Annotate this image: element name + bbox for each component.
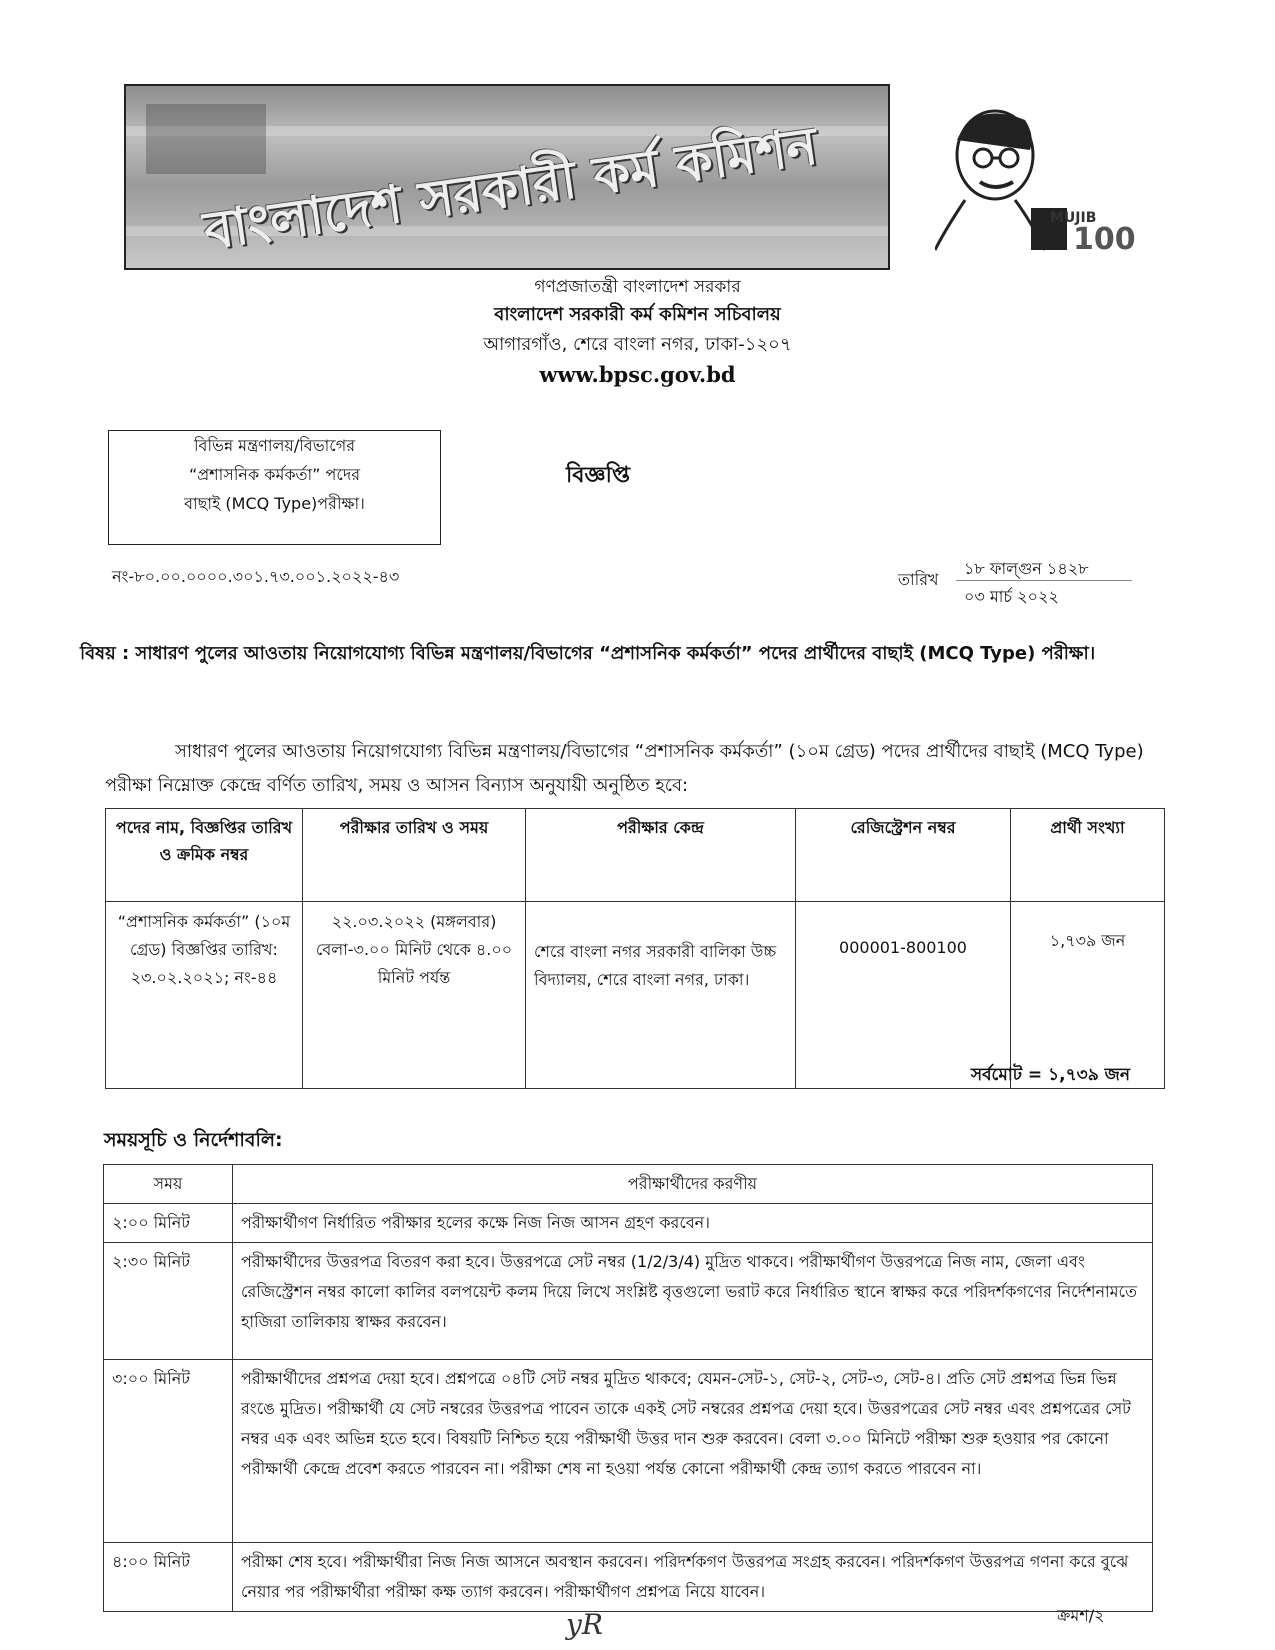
cell-datetime: ২২.০৩.২০২২ (মঙ্গলবার) বেলা-৩.০০ মিনিট থেকে ৪.০০ মিনিট পর্যন্ত: [303, 902, 526, 1089]
table-row: [104, 1204, 1153, 1243]
banner-building: [146, 104, 266, 174]
cell-duty: পরীক্ষার্থীদের প্রশ্নপত্র দেয়া হবে। প্রশ্নপত্রে ০৪টি সেট নম্বর মুদ্রিত থাকবে; যেমন-সেট-১, সেট-২, সেট-৩, সেট-৪। প্রতি সেট প্রশ্নপত্র ভিন্ন ভিন্ন রংঙে মুদ্রিত। পরীক্ষার্থী যে সেট নম্বরের উত্তরপত্র পাবেন তাকে একই সেট নম্বরের প্রশ্নপত্র দেয়া হবে। উত্তরপত্রের সেট নম্বর এবং প্রশ্নপত্রের সেট নম্বর এক এবং অভিন্ন হতে হবে। বিষয়টি নিশ্চিত হয়ে পরীক্ষার্থী উত্তর দান শুরু করবেন। বেলা ৩.০০ মিনিটে পরীক্ষা শুরু হওয়ার পর কোনো পরীক্ষার্থী কেন্দ্রে প্রবেশ করতে পারবেন না। পরীক্ষা শেষ না হওয়া পর্যন্ত কোনো পরীক্ষার্থী কেন্দ্র ত্যাগ করতে পারবেন না।: [233, 1360, 1153, 1543]
table-row: [104, 1243, 1153, 1360]
notice-title: বিজ্ঞপ্তি: [566, 463, 630, 488]
cell-post: “প্রশাসনিক কর্মকর্তা” (১০ম গ্রেড) বিজ্ঞপ্তির তারিখ: ২৩.০২.২০২১; নং-৪৪: [106, 902, 303, 1089]
col-header-post: পদের নাম, বিজ্ঞপ্তির তারিখ ও ক্রমিক নম্বর: [106, 809, 303, 902]
table-row: [104, 1543, 1153, 1612]
subject-box: [108, 430, 441, 545]
cell-duty: পরীক্ষার্থীগণ নির্ধারিত পরীক্ষার হলের কক্ষে নিজ নিজ আসন গ্রহণ করবেন।: [233, 1204, 1153, 1243]
col-header-time: সময়: [104, 1165, 233, 1204]
date-label: তারিখ: [898, 570, 939, 589]
banner-text: বাংলাদেশ সরকারী কর্ম কমিশন: [200, 115, 822, 262]
table-row: [104, 1360, 1153, 1543]
subject-box-line: বাছাই (MCQ Type)পরীক্ষা।: [184, 494, 365, 513]
website: www.bpsc.gov.bd: [539, 362, 736, 387]
col-header-duties: পরীক্ষার্থীদের করণীয়: [233, 1165, 1153, 1204]
mujib100-logo: [935, 100, 1136, 260]
col-header-center: পরীক্ষার কেন্দ্র: [526, 809, 796, 902]
date-bangla: ১৮ ফাল্গুন ১৪২৮: [964, 559, 1089, 578]
memo-number: নং-৮০.০০.০০০০.৩০১.৭৩.০০১.২০২২-৪৩: [112, 567, 400, 586]
address: আগারগাঁও, শেরে বাংলা নগর, ঢাকা-১২০৭: [483, 334, 792, 355]
govt-name: গণপ্রজাতন্ত্রী বাংলাদেশ সরকার: [534, 277, 741, 297]
continued-marker: ক্রমশ/২: [1057, 1606, 1105, 1625]
cell-time: ২:৩০ মিনিট: [104, 1243, 233, 1360]
table-row: [106, 902, 1165, 1089]
initials-signature: yR: [566, 1608, 603, 1641]
cell-candidates: ১,৭৩৯ জন: [1011, 902, 1165, 1089]
exam-table: [105, 808, 1165, 1089]
grand-total: সর্বমোট = ১,৭৩৯ জন: [970, 1065, 1130, 1085]
cell-time: ৩:০০ মিনিট: [104, 1360, 233, 1543]
cell-center: শেরে বাংলা নগর সরকারী বালিকা উচ্চ বিদ্যালয়, শেরে বাংলা নগর, ঢাকা।: [526, 902, 796, 1089]
date-english: ০৩ মার্চ ২০২২: [964, 587, 1059, 606]
commission-banner: [124, 84, 890, 270]
col-header-candidates: প্রার্থী সংখ্যা: [1011, 809, 1165, 902]
intro-paragraph: সাধারণ পুলের আওতায় নিয়োগযোগ্য বিভিন্ন মন্ত্রণালয়/বিভাগের “প্রশাসনিক কর্মকর্তা” (১০ম গ্রেড) পদের প্রার্থীদের বাছাই (MCQ Type) পরীক্ষা নিম্নোক্ত কেন্দ্রে বর্ণিত তারিখ, সময় ও আসন বিন্যাস অনুযায়ী অনুষ্ঠিত হবে:: [105, 741, 1144, 796]
logo-number: 100: [1073, 222, 1136, 257]
subject-box-line: বিভিন্ন মন্ত্রণালয়/বিভাগের: [193, 436, 355, 455]
subject-line: বিষয় : সাধারণ পুলের আওতায় নিয়োগযোগ্য বিভিন্ন মন্ত্রণালয়/বিভাগের “প্রশাসনিক কর্মকর্তা” পদের প্রার্থীদের বাছাই (MCQ Type) পরীক্ষা।: [80, 643, 1096, 664]
secretariat-name: বাংলাদেশ সরকারী কর্ম কমিশন সচিবালয়: [494, 304, 781, 325]
cell-duty: পরীক্ষার্থীদের উত্তরপত্র বিতরণ করা হবে। উত্তরপত্রে সেট নম্বর (1/2/3/4) মুদ্রিত থাকবে। পরীক্ষার্থীগণ উত্তরপত্রে নিজ নাম, জেলা এবং রেজিস্ট্রেশন নম্বর কালো কালির বলপয়েন্ট কলম দিয়ে লিখে সংশ্লিষ্ট বৃত্তগুলো ভরাট করে নির্ধারিত স্থানে স্বাক্ষর করে পরিদর্শকগণের নির্দেশনামতে হাজিরা তালিকায় স্বাক্ষর করবেন।: [233, 1243, 1153, 1360]
schedule-title: সময়সূচি ও নির্দেশাবলি:: [104, 1129, 283, 1151]
col-header-datetime: পরীক্ষার তারিখ ও সময়: [303, 809, 526, 902]
cell-registration: 000001-800100: [796, 902, 1011, 1089]
subject-box-line: “প্রশাসনিক কর্মকর্তা” পদের: [188, 465, 361, 484]
schedule-table: [103, 1164, 1153, 1612]
table-header-row: [106, 809, 1165, 902]
cell-duty: পরীক্ষা শেষ হবে। পরীক্ষার্থীরা নিজ নিজ আসনে অবস্থান করবেন। পরিদর্শকগণ উত্তরপত্র সংগ্রহ করবেন। পরিদর্শকগণ উত্তরপত্র গণনা করে বুঝে নেয়ার পর পরীক্ষার্থীরা পরীক্ষা কক্ষ ত্যাগ করবেন। পরীক্ষার্থীগণ প্রশ্নপত্র নিয়ে যাবেন।: [233, 1543, 1153, 1612]
date-divider: [956, 580, 1132, 581]
cell-time: ৪:০০ মিনিট: [104, 1543, 233, 1612]
logo-label: MUJIB: [1050, 210, 1097, 226]
table-header-row: [104, 1165, 1153, 1204]
col-header-registration: রেজিস্ট্রেশন নম্বর: [796, 809, 1011, 902]
cell-time: ২:০০ মিনিট: [104, 1204, 233, 1243]
